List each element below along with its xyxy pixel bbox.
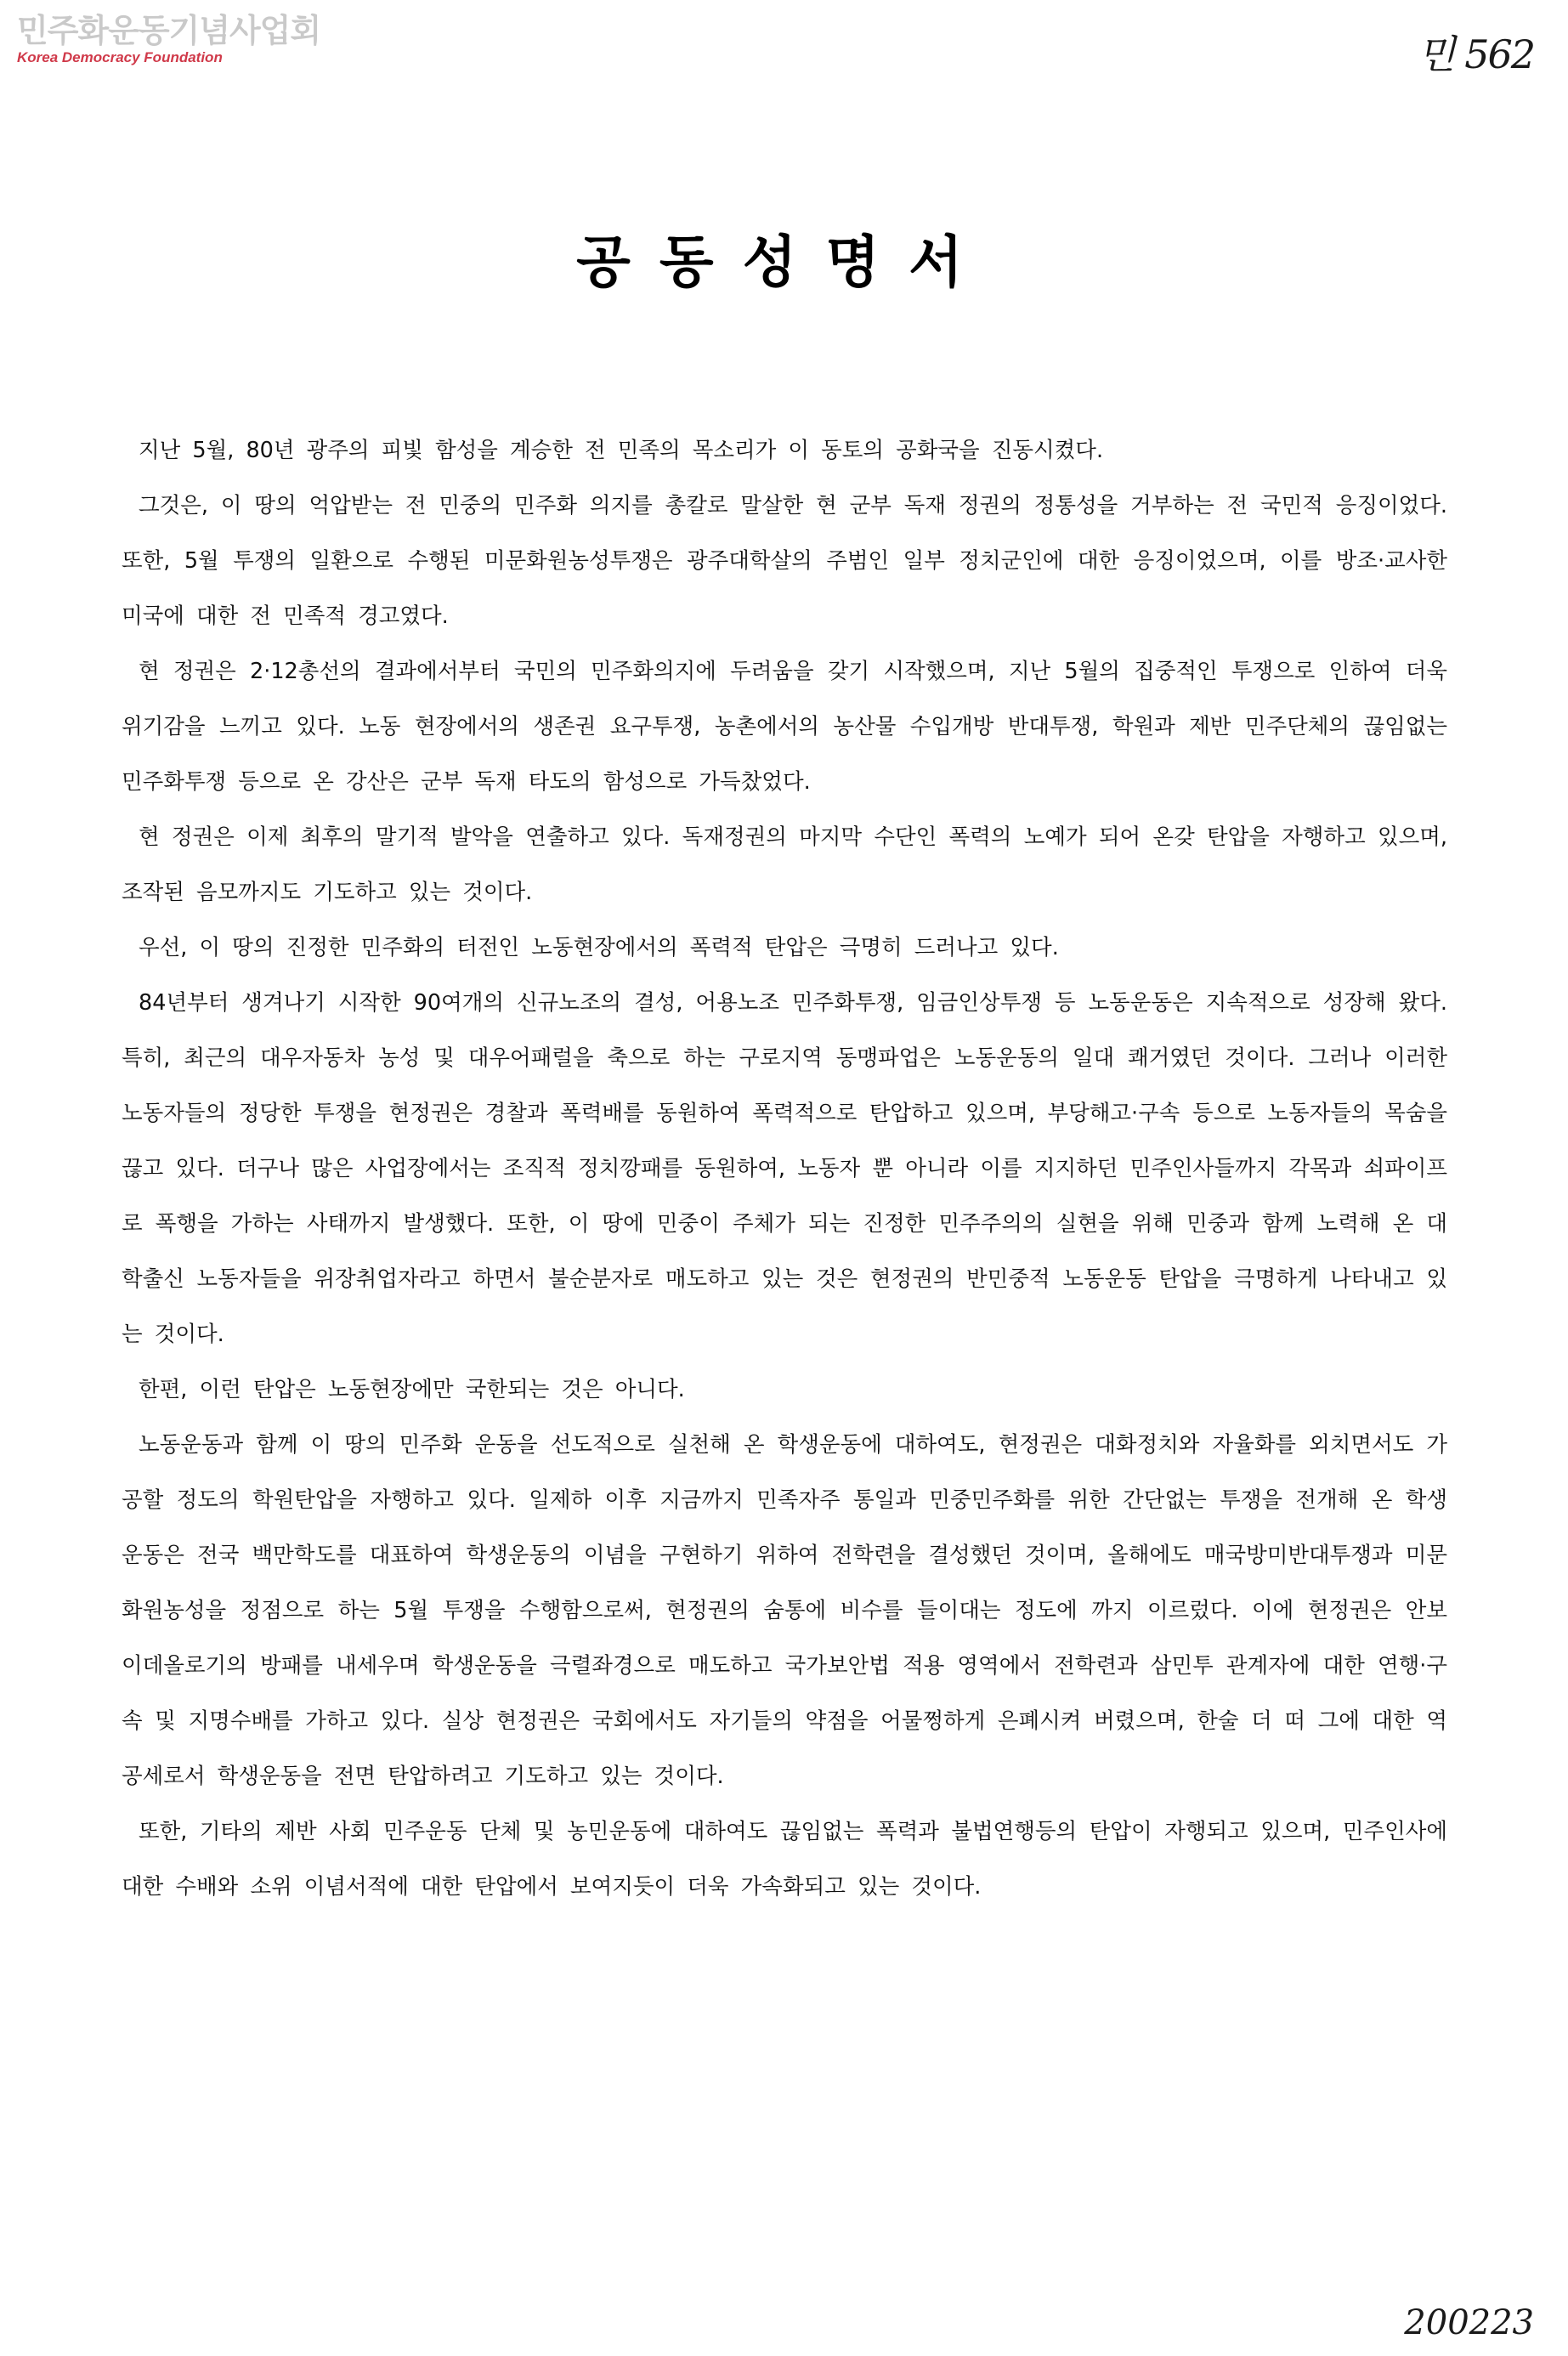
paragraph-4: 현 정권은 이제 최후의 말기적 발악을 연출하고 있다. 독재정권의 마지막 수단인 폭력의 노예가 되어 온갖 탄압을 자행하고 있으며, 조작된 음모까지도 기도하고 있는 것이다. [122,824,1447,905]
watermark-english: Korea Democracy Foundation [17,49,223,65]
document-title: 공동성명서 [576,229,992,295]
paragraph-3: 현 정권은 2·12총선의 결과에서부터 국민의 민주화의지에 두려움을 갖기 시작했으며, 지난 5월의 집중적인 투쟁으로 인하여 더욱 위기감을 느끼고 있다. 노동 현장에서의 생존권 요구투쟁, 농촌에서의 농산물 수입개방 반대투쟁, 학원과 제반 민주단체의 끊임없는 민주화투쟁 등으로 온 강산은 군부 독재 타도의 함성으로 가득찼었다. [122,659,1447,795]
document-body [122,423,1447,1915]
paragraph-1: 지난 5월, 80년 광주의 피빛 함성을 계승한 전 민족의 목소리가 이 동토의 공화국을 진동시켰다. [139,438,1104,463]
paragraph-5: 우선, 이 땅의 진정한 민주화의 터전인 노동현장에서의 폭력적 탄압은 극명히 드러나고 있다. [139,935,1059,960]
paragraph-9: 또한, 기타의 제반 사회 민주운동 단체 및 농민운동에 대하여도 끊임없는 폭력과 불법연행등의 탄압이 자행되고 있으며, 민주인사에 대한 수배와 소위 이념서적에 대한 탄압에서 보여지듯이 더욱 가속화되고 있는 것이다. [122,1819,1447,1900]
paragraph-7: 한편, 이런 탄압은 노동현장에만 국한되는 것은 아니다. [139,1377,685,1402]
foundation-watermark [17,12,321,66]
watermark-korean: 민주화운동기념사업회 [17,12,321,49]
paragraph-8: 노동운동과 함께 이 땅의 민주화 운동을 선도적으로 실천해 온 학생운동에 대하여도, 현정권은 대화정치와 자율화를 외치면서도 가공할 정도의 학원탄압을 자행하고 있다. 일제하 이후 지금까지 민족자주 통일과 민중민주화를 위한 간단없는 투쟁을 전개해 온 학생운동은 전국 백만학도를 대표하여 학생운동의 이념을 구현하기 위하여 전학련을 결성했던 것이며, 올해에도 매국방미반대투쟁과 미문화원농성을 정점으로 하는 5월 투쟁을 수행함으로써, 현정권의 숨통에 비수를 들이대는 정도에 까지 이르렀다. 이에 현정권은 안보 이데올로기의 방패를 내세우며 학생운동을 극렬좌경으로 매도하고 국가보안법 적용 영역에서 전학련과 삼민투 관계자에 대한 연행·구속 및 지명수배를 가하고 있다. 실상 현정권은 국회에서도 자기들의 약점을 어물쩡하게 은폐시켜 버렸으며, 한술 더 떠 그에 대한 역공세로서 학생운동을 전면 탄압하려고 기도하고 있는 것이다. [122,1432,1447,1789]
handwritten-archive-code: 민 562 [1418,31,1534,77]
handwritten-page-number: 200223 [1404,2303,1534,2342]
paragraph-2: 그것은, 이 땅의 억압받는 전 민중의 민주화 의지를 총칼로 말살한 현 군부 독재 정권의 정통성을 거부하는 전 국민적 응징이었다. 또한, 5월 투쟁의 일환으로 수행된 미문화원농성투쟁은 광주대학살의 주범인 일부 정치군인에 대한 응징이었으며, 이를 방조·교사한 미국에 대한 전 민족적 경고였다. [122,493,1447,629]
paragraph-6: 84년부터 생겨나기 시작한 90여개의 신규노조의 결성, 어용노조 민주화투쟁, 임금인상투쟁 등 노동운동은 지속적으로 성장해 왔다. 특히, 최근의 대우자동차 농성 및 대우어패럴을 축으로 하는 구로지역 동맹파업은 노동운동의 일대 쾌거였던 것이다. 그러나 이러한 노동자들의 정당한 투쟁을 현정권은 경찰과 폭력배를 동원하여 폭력적으로 탄압하고 있으며, 부당해고·구속 등으로 노동자들의 목숨을 끊고 있다. 더구나 많은 사업장에서는 조직적 정치깡패를 동원하여, 노동자 뿐 아니라 이를 지지하던 민주인사들까지 각목과 쇠파이프로 폭행을 가하는 사태까지 발생했다. 또한, 이 땅에 민중이 주체가 되는 진정한 민주주의의 실현을 위해 민중과 함께 노력해 온 대학출신 노동자들을 위장취업자라고 하면서 불순분자로 매도하고 있는 것은 현정권의 반민중적 노동운동 탄압을 극명하게 나타내고 있는 것이다. [122,990,1447,1347]
